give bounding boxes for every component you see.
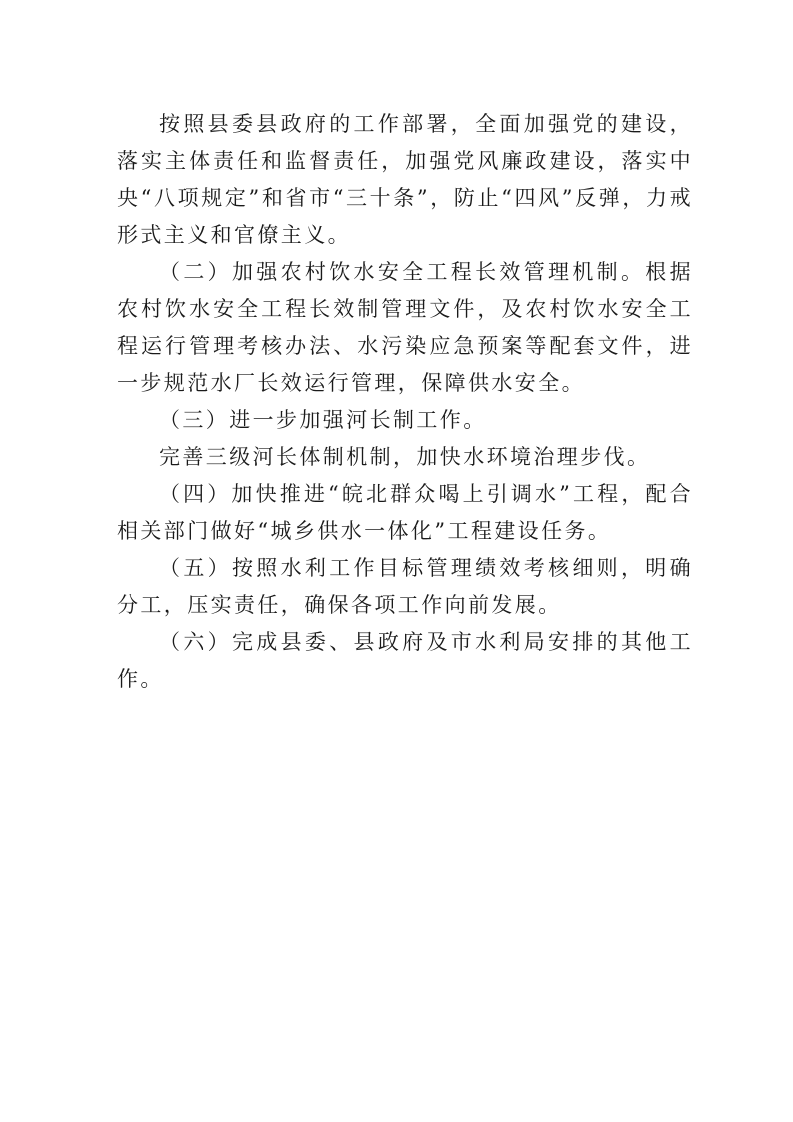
paragraph-river-chief-heading: （三）进一步加强河长制工作。	[159, 408, 487, 432]
document-body	[117, 106, 693, 698]
paragraph-water-diversion-project: （四）加快推进“皖北群众喝上引调水”工程，配合相关部门做好“城乡供水一体化”工程建设任务。	[117, 482, 693, 543]
paragraph-performance-assessment: （五）按照水利工作目标管理绩效考核细则，明确分工，压实责任，确保各项工作向前发展。	[117, 556, 693, 617]
paragraph-other-tasks: （六）完成县委、县政府及市水利局安排的其他工作。	[117, 630, 693, 691]
paragraph-party-building: 按照县委县政府的工作部署，全面加强党的建设，落实主体责任和监督责任，加强党风廉政建设，落实中央“八项规定”和省市“三十条”，防止“四风”反弹，力戒形式主义和官僚主义。	[117, 112, 693, 247]
paragraph-rural-water-safety: （二）加强农村饮水安全工程长效管理机制。根据农村饮水安全工程长效制管理文件，及农村饮水安全工程运行管理考核办法、水污染应急预案等配套文件，进一步规范水厂长效运行管理，保障供水安全。	[117, 260, 693, 395]
paragraph-river-chief-system: 完善三级河长体制机制，加快水环境治理步伐。	[159, 445, 651, 469]
